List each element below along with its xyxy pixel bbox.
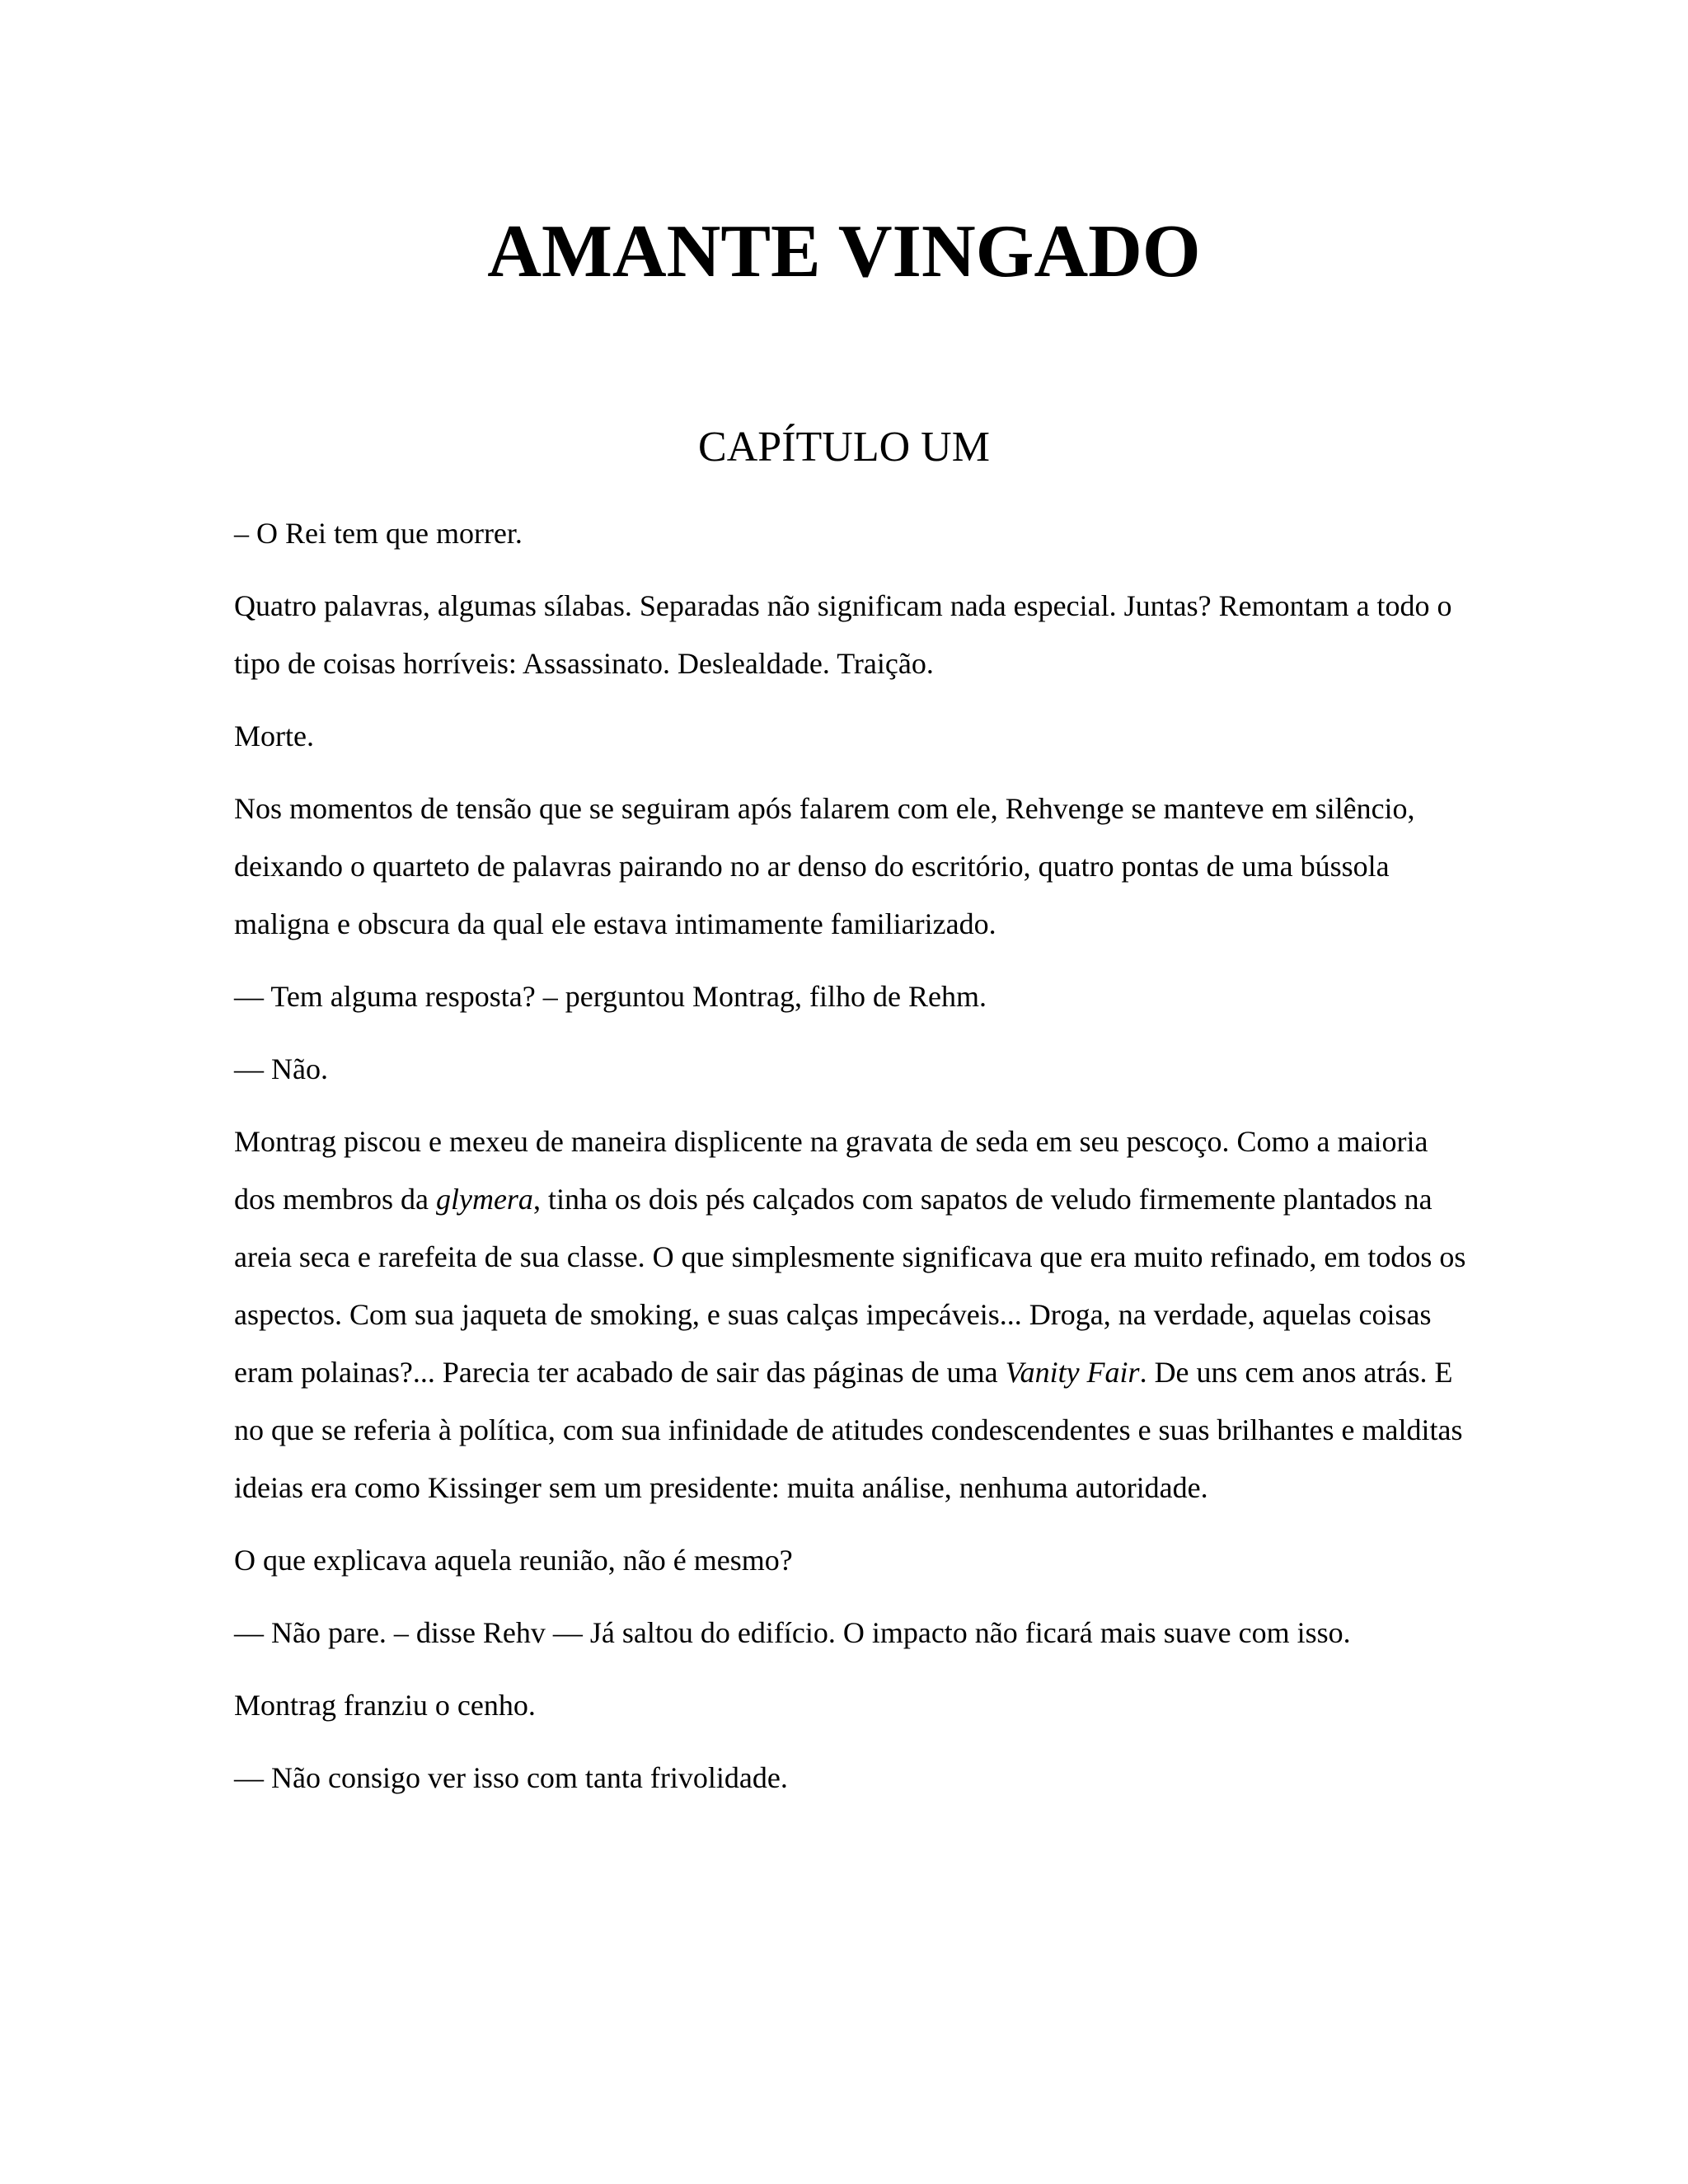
italic-text: glymera	[435, 1183, 533, 1216]
italic-text: Vanity Fair	[1005, 1356, 1140, 1389]
paragraph-text: — Não consigo ver isso com tanta frivolidade.	[234, 1761, 788, 1794]
paragraph-text: Morte.	[234, 719, 314, 752]
paragraph	[234, 780, 1470, 953]
paragraph-text: Montrag piscou e mexeu de maneira displicente na gravata de seda em seu pescoço. Como a maioria dos membros da	[234, 1125, 1428, 1216]
paragraph	[234, 1531, 1470, 1589]
paragraph-text: Nos momentos de tensão que se seguiram após falarem com ele, Rehvenge se manteve em silêncio, deixando o quarteto de palavras pairando no ar denso do escritório, quatro pontas de uma bússola maligna e obscura da qual ele estava intimamente familiarizado.	[234, 792, 1415, 940]
paragraph	[234, 707, 1470, 765]
paragraph-text: — Não pare. – disse Rehv — Já saltou do edifício. O impacto não ficará mais suave com isso.	[234, 1616, 1351, 1649]
paragraph	[234, 1749, 1470, 1807]
paragraph-text: Montrag franziu o cenho.	[234, 1689, 536, 1722]
paragraph-text: Quatro palavras, algumas sílabas. Separadas não significam nada especial. Juntas? Remontam a todo o tipo de coisas horríveis: Assassinato. Deslealdade. Traição.	[234, 589, 1452, 680]
paragraph	[234, 1040, 1470, 1098]
paragraph-text: , tinha os dois pés calçados com sapatos de veludo firmemente plantados na areia seca e rarefeita de sua classe. O que simplesmente significava que era muito refinado, em todos os aspectos. Com sua jaqueta de smoking, e suas calças impecáveis... Droga, na verdade, aquelas coisas eram polainas?... Parecia ter acabado de sair das páginas de uma	[234, 1183, 1466, 1389]
paragraph	[234, 1604, 1470, 1661]
paragraph	[234, 1676, 1470, 1734]
paragraph-text: . De uns cem anos atrás. E no que se referia à política, com sua infinidade de atitudes condescendentes e suas brilhantes e malditas ideias era como Kissinger sem um presidente: muita análise, nenhuma autoridade.	[234, 1356, 1463, 1504]
paragraph	[234, 504, 1470, 562]
paragraph	[234, 968, 1470, 1025]
paragraph-text: — Não.	[234, 1052, 328, 1085]
book-title: AMANTE VINGADO	[487, 209, 1201, 293]
chapter-title: CAPÍTULO UM	[698, 424, 990, 471]
paragraph-text: — Tem alguma resposta? – perguntou Montrag, filho de Rehm.	[234, 980, 987, 1013]
paragraph	[234, 1113, 1470, 1516]
paragraph-text: – O Rei tem que morrer.	[234, 517, 523, 550]
chapter-body	[234, 504, 1470, 1821]
paragraph	[234, 577, 1470, 692]
paragraph-text: O que explicava aquela reunião, não é mesmo?	[234, 1544, 793, 1577]
